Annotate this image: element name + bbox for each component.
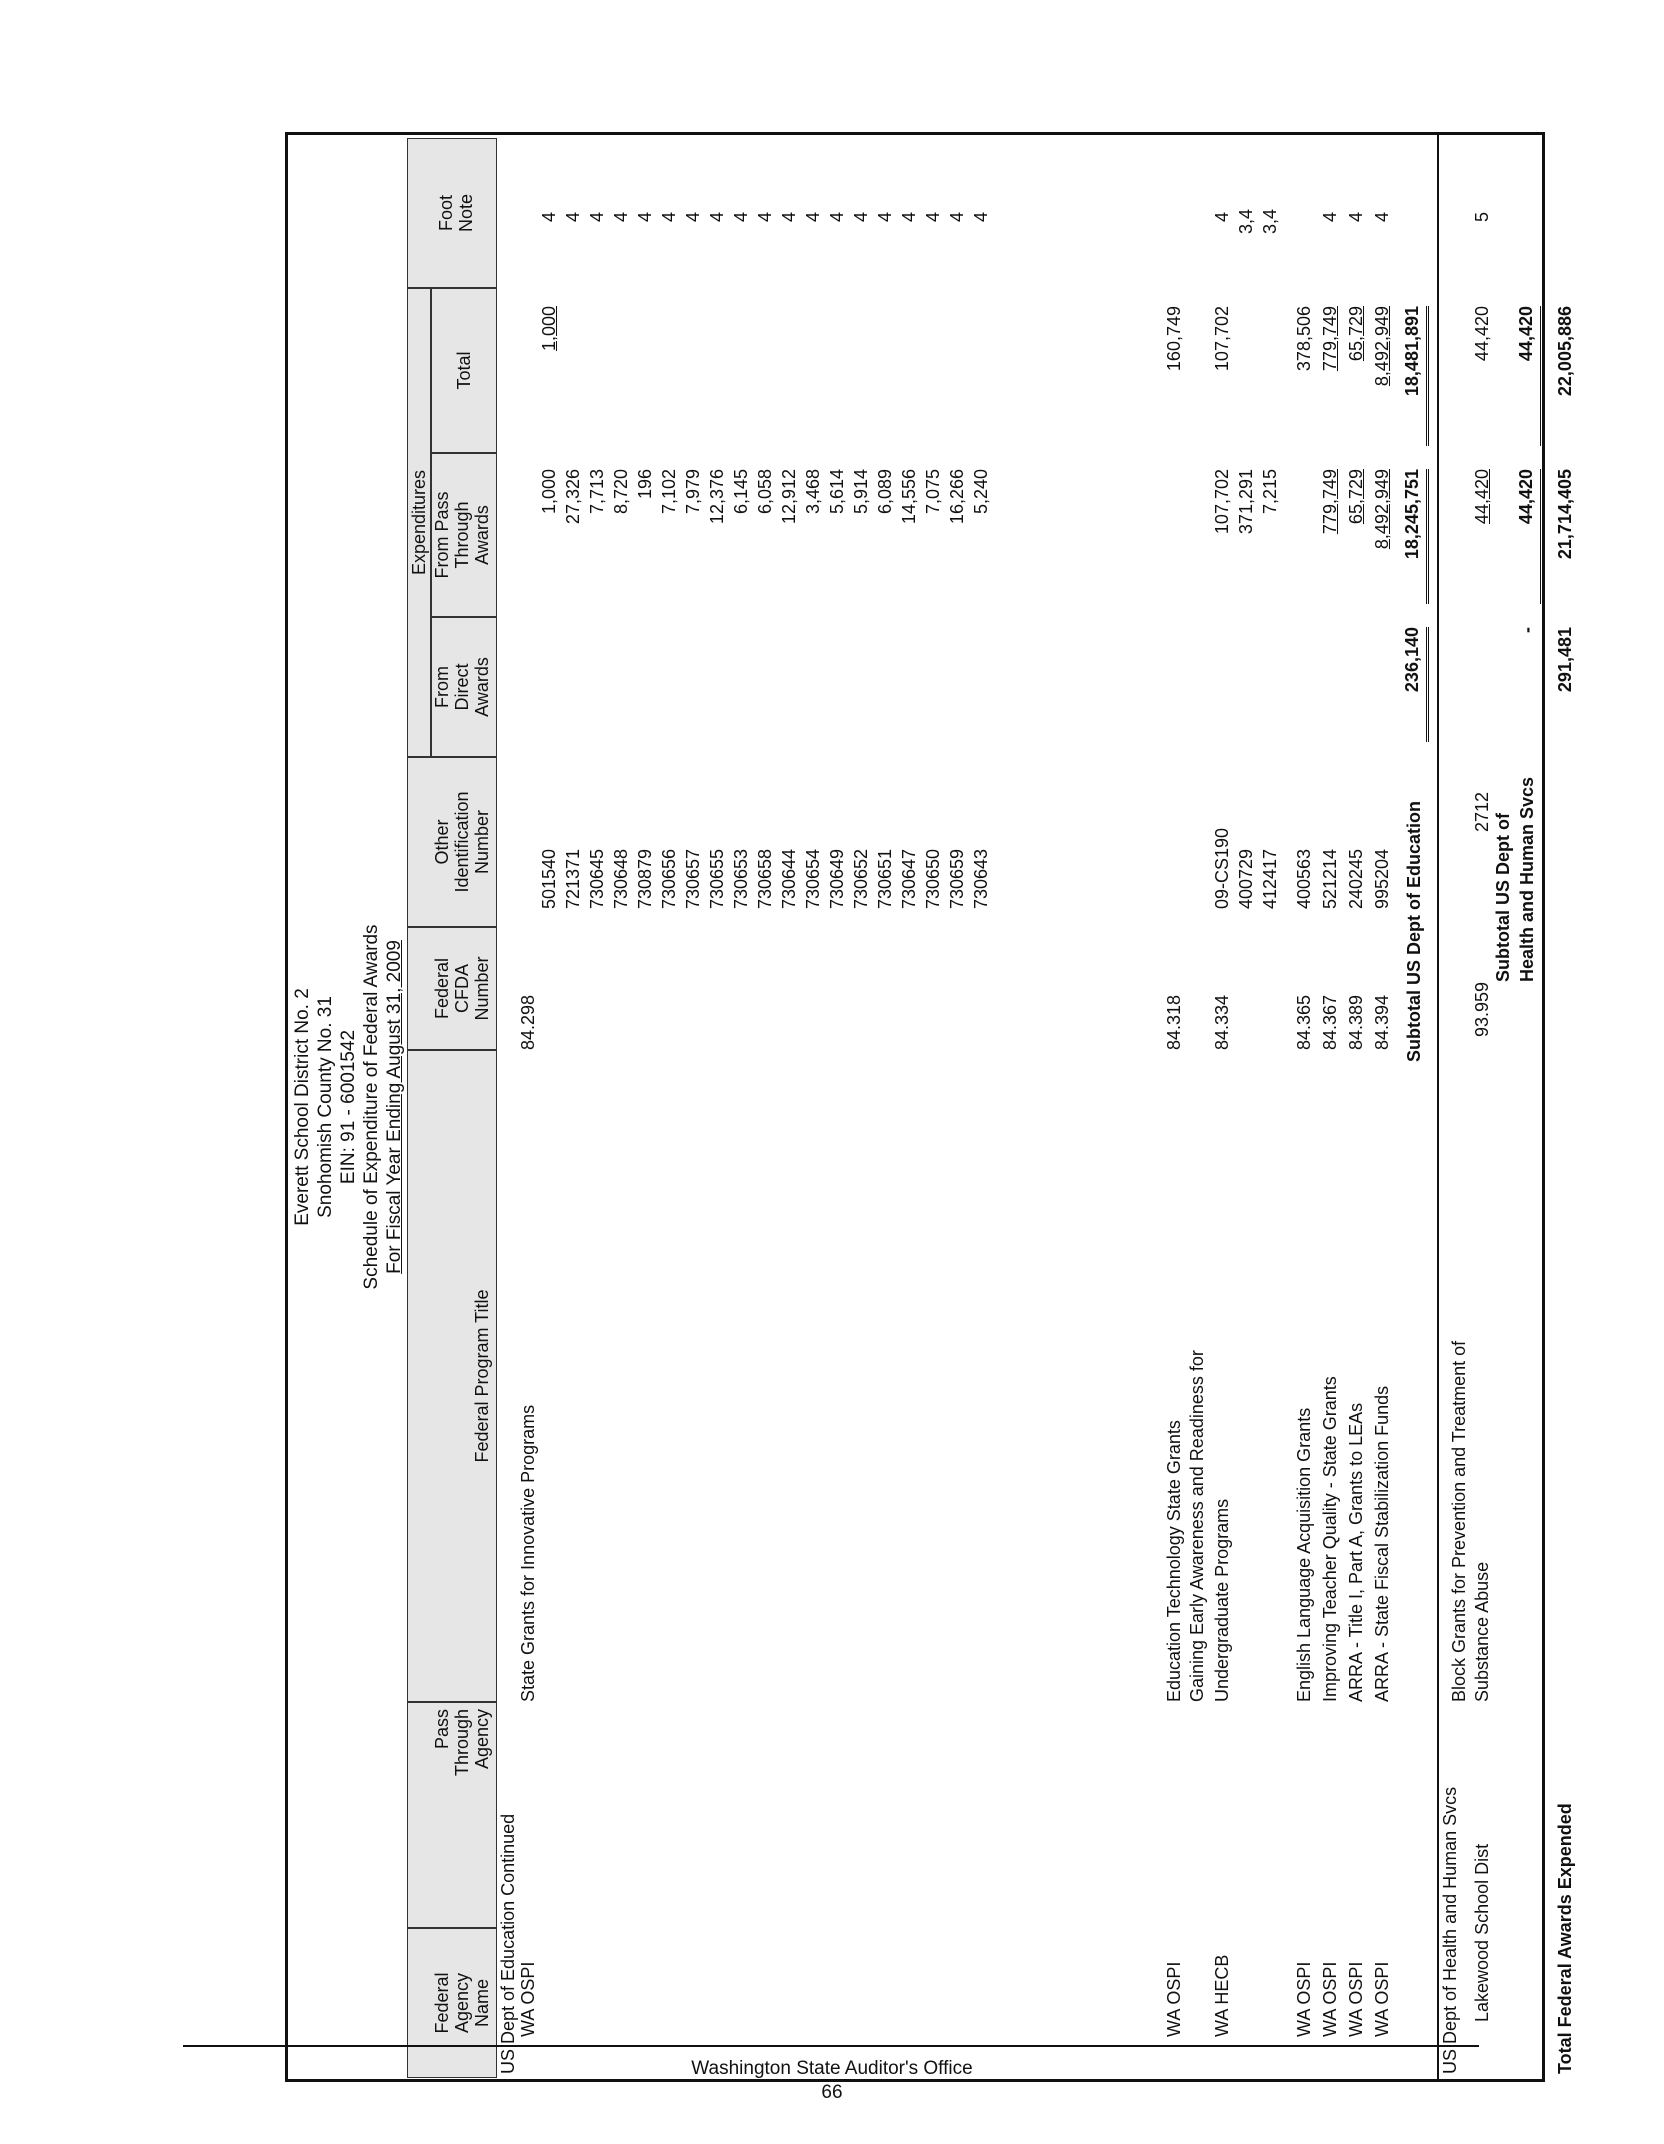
header-expenditures-label: Expenditures: [409, 469, 429, 576]
innovative-row: [969, 132, 993, 2082]
ell-cfda: 84.365: [1294, 994, 1314, 1050]
itq-fn: 4: [1320, 211, 1340, 222]
innovative-row: [921, 132, 945, 2082]
block-grant-fn: 5: [1472, 211, 1492, 222]
innovative-row: [633, 132, 657, 2082]
title1-fn: 4: [1346, 211, 1366, 222]
header-total-label: Total: [454, 351, 474, 390]
innovative-footnote: 4: [563, 211, 583, 222]
innovative-footnote: 4: [683, 211, 703, 222]
innovative-row: [849, 132, 873, 2082]
innovative-other-id: 730656: [659, 848, 679, 909]
innovative-row: [561, 132, 585, 2082]
itq-passthrough: WA OSPI: [1320, 1961, 1340, 2037]
itq-total: 779,749: [1320, 306, 1340, 372]
sfsf-total: 8,492,949: [1372, 306, 1392, 387]
header-total: [431, 288, 497, 453]
innovative-other-id: 730649: [827, 848, 847, 909]
block-grant-title-row: [1447, 132, 1471, 2082]
sfsf-pass: 8,492,949: [1372, 469, 1392, 550]
gear-pass-3: 7,215: [1260, 469, 1280, 515]
gear-program-line2: Undergraduate Programs: [1212, 1498, 1232, 1702]
title1-id: 240245: [1346, 848, 1366, 909]
subtotal-health-direct: -: [1517, 627, 1537, 633]
schedule-name: Schedule of Expenditure of Federal Awards: [361, 924, 382, 1290]
innovative-pass-amount: 1,000: [539, 469, 559, 515]
innovative-cfda: 84.298: [518, 994, 538, 1050]
header-passaward-l3: Awards: [472, 505, 492, 565]
header-otherid-l2: Identification: [452, 791, 472, 893]
header-fn-l2: Note: [456, 193, 476, 233]
innovative-footnote: 4: [947, 211, 967, 222]
header-cfda-l2: CFDA: [452, 964, 472, 1013]
innovative-passthrough: WA OSPI: [518, 1961, 538, 2037]
innovative-row: [609, 132, 633, 2082]
subtotal-health-pass: 44,420: [1513, 469, 1543, 604]
innovative-other-id: 730648: [611, 848, 631, 909]
section-education-label-row: [497, 132, 519, 2082]
innovative-pass-amount: 196: [635, 469, 655, 500]
title1-pass: 65,729: [1346, 469, 1366, 525]
header-otherid: [407, 757, 497, 927]
subtotal-health-label-line1: Subtotal US Dept of: [1493, 813, 1513, 982]
county-name: Snohomish County No. 31: [315, 996, 336, 1218]
header-direct-l1: From: [432, 666, 452, 708]
innovative-footnote: 4: [875, 211, 895, 222]
innovative-pass-amount: 7,713: [587, 469, 607, 515]
header-pass-l1: Pass: [432, 1709, 452, 1750]
innovative-row: [681, 132, 705, 2082]
innovative-pass-amount: 6,145: [731, 469, 751, 515]
innovative-other-id: 501540: [539, 848, 559, 909]
itq-id: 521214: [1320, 848, 1340, 909]
sfsf-program: ARRA - State Fiscal Stabilization Funds: [1372, 1385, 1392, 1702]
innovative-pass-amount: 5,614: [827, 469, 847, 515]
footer-rule: [183, 2045, 1479, 2047]
innovative-footnote: 4: [659, 211, 679, 222]
innovative-other-id: 730645: [587, 848, 607, 909]
sfsf-id: 995204: [1372, 848, 1392, 909]
page-number: 66: [821, 2082, 843, 2103]
innovative-footnote: 4: [803, 211, 823, 222]
section-health-label: US Dept of Health and Human Svcs: [1440, 1786, 1460, 2074]
gear-passthrough: WA HECB: [1212, 1954, 1232, 2037]
header-program: [407, 1050, 497, 1702]
header-direct: [431, 617, 497, 757]
block-grant-id: 2712: [1472, 791, 1492, 832]
innovative-pass-amount: 6,058: [755, 469, 775, 515]
innovative-pass-amount: 6,089: [875, 469, 895, 515]
header-fn-l1: Foot: [436, 194, 456, 232]
innovative-other-id: 730658: [755, 848, 775, 909]
innovative-pass-amount: 16,266: [947, 469, 967, 525]
subtotal-health-row-2: [1513, 132, 1541, 2082]
district-name: Everett School District No. 2: [292, 988, 313, 1226]
innovative-footnote: 4: [971, 211, 991, 222]
title1-program: ARRA - Title I, Part A, Grants to LEAs: [1346, 1402, 1366, 1702]
title1-cfda: 84.389: [1346, 994, 1366, 1050]
innovative-other-id: 730644: [779, 848, 799, 909]
grand-total-direct: 291,481: [1555, 627, 1575, 693]
sfsf-passthrough: WA OSPI: [1372, 1961, 1392, 2037]
innovative-total: 1,000: [539, 306, 559, 352]
innovative-footnote: 4: [827, 211, 847, 222]
tech-cfda: 84.318: [1164, 994, 1184, 1050]
innovative-pass-amount: 14,556: [899, 469, 919, 525]
rotated-schedule-sheet: [285, 132, 1545, 2082]
innovative-pass-amount: 12,912: [779, 469, 799, 525]
grand-total-sheet: [1545, 132, 1585, 2082]
gear-pass-2: 371,291: [1236, 469, 1256, 535]
footer-office: Washington State Auditor's Office: [691, 2058, 973, 2079]
itq-cfda: 84.367: [1320, 994, 1340, 1050]
subtotal-education-total: 18,481,891: [1399, 306, 1429, 446]
innovative-other-id: 730651: [875, 848, 895, 909]
innovative-program: State Grants for Innovative Programs: [518, 1404, 538, 1702]
subtotal-education-direct: 236,140: [1399, 627, 1429, 742]
innovative-row: [537, 132, 561, 2082]
block-grant-pass: 44,420: [1472, 469, 1492, 525]
header-passaward-l1: From Pass: [432, 491, 452, 579]
innovative-footnote: 4: [755, 211, 775, 222]
gear-program-line1: Gaining Early Awareness and Readiness for: [1187, 1350, 1207, 1702]
gear-pass-1: 107,702: [1212, 469, 1232, 535]
subtotal-education-row: [1399, 132, 1430, 2082]
gear-title-row: [1185, 132, 1209, 2082]
innovative-footnote: 4: [731, 211, 751, 222]
title1-total: 65,729: [1346, 306, 1366, 362]
header-program-label: Federal Program Title: [472, 1289, 492, 1463]
gear-id-3: 412417: [1260, 848, 1280, 909]
innovative-pass-amount: 12,376: [707, 469, 727, 525]
innovative-other-id: 730643: [971, 848, 991, 909]
header-agency-l2: Agency: [452, 1972, 472, 2034]
innovative-row: [705, 132, 729, 2082]
ell-id: 400563: [1294, 848, 1314, 909]
innovative-row: [801, 132, 825, 2082]
block-grant-total: 44,420: [1472, 306, 1492, 362]
innovative-row: [873, 132, 897, 2082]
fiscal-year: For Fiscal Year Ending August 31, 2009: [384, 940, 405, 1274]
gear-fn-3: 3,4: [1260, 208, 1280, 234]
header-cfda-l1: Federal: [432, 957, 452, 1020]
innovative-other-id: 721371: [563, 848, 583, 909]
grand-total-pass: 21,714,405: [1555, 469, 1575, 560]
innovative-pass-amount: 7,979: [683, 469, 703, 515]
innovative-footnote: 4: [923, 211, 943, 222]
innovative-pass-amount: 8,720: [611, 469, 631, 515]
innovative-footnote: 4: [635, 211, 655, 222]
innovative-pass-amount: 7,075: [923, 469, 943, 515]
innovative-pass-amount: 3,468: [803, 469, 823, 515]
header-agency-l1: Federal: [432, 1972, 452, 2034]
innovative-row: [657, 132, 681, 2082]
block-grant-program-line2: Substance Abuse: [1472, 1561, 1492, 1702]
header-direct-l2: Direct: [452, 663, 472, 711]
header-expenditures: [407, 288, 431, 757]
itq-program: Improving Teacher Quality - State Grants: [1320, 1376, 1340, 1702]
innovative-footnote: 4: [899, 211, 919, 222]
grand-total-total: 22,005,886: [1555, 306, 1575, 397]
ell-passthrough: WA OSPI: [1294, 1961, 1314, 2037]
header-footnote: [407, 138, 497, 288]
header-passaward: [431, 453, 497, 617]
subtotal-health-row-1: [1491, 132, 1515, 2082]
block-grant-passthrough: Lakewood School Dist: [1472, 1843, 1492, 2022]
innovative-other-id: 730653: [731, 848, 751, 909]
innovative-row: [825, 132, 849, 2082]
header-agency: [407, 1928, 497, 2078]
gear-total-1: 107,702: [1212, 306, 1232, 372]
grand-total-label: Total Federal Awards Expended: [1555, 1803, 1575, 2074]
section-education-label: US Dept of Education Continued: [498, 1813, 518, 2074]
innovative-other-id: 730657: [683, 848, 703, 909]
innovative-footnote: 4: [851, 211, 871, 222]
innovative-other-id: 730647: [899, 848, 919, 909]
header-pass-l3: Agency: [472, 1709, 492, 1770]
gear-fn-1: 4: [1212, 211, 1232, 222]
header-otherid-l1: Other: [432, 819, 452, 865]
innovative-pass-amount: 5,240: [971, 469, 991, 515]
header-passthrough: [407, 1702, 497, 1928]
innovative-row: [945, 132, 969, 2082]
innovative-footnote: 4: [707, 211, 727, 222]
gear-fn-2: 3,4: [1236, 208, 1256, 234]
itq-pass: 779,749: [1320, 469, 1340, 535]
subtotal-health-total: 44,420: [1513, 306, 1543, 446]
sfsf-fn: 4: [1372, 211, 1392, 222]
subtotal-education-pass: 18,245,751: [1399, 469, 1429, 604]
subtotal-education-label: Subtotal US Dept of Education: [1404, 801, 1424, 1062]
gear-id-2: 400729: [1236, 848, 1256, 909]
innovative-row: [729, 132, 753, 2082]
innovative-other-id: 730650: [923, 848, 943, 909]
header-pass-l2: Through: [452, 1709, 472, 1777]
gear-cfda: 84.334: [1212, 994, 1232, 1050]
innovative-footnote: 4: [587, 211, 607, 222]
grand-total-row: [1549, 132, 1581, 2082]
header-agency-l3: Name: [472, 1979, 492, 2028]
innovative-group-total: 160,749: [1164, 306, 1184, 372]
tech-passthrough: WA OSPI: [1164, 1961, 1184, 2037]
innovative-pass-amount: 5,914: [851, 469, 871, 515]
header-cfda: [407, 927, 497, 1050]
block-grant-program-line1: Block Grants for Prevention and Treatment of: [1449, 1340, 1469, 1702]
header-otherid-l3: Number: [472, 809, 492, 875]
gear-row-3: [1255, 132, 1286, 2082]
innovative-other-id: 730654: [803, 848, 823, 909]
innovative-other-id: 730659: [947, 848, 967, 909]
header-passaward-l2: Through: [452, 501, 472, 569]
innovative-footnote: 4: [779, 211, 799, 222]
ein-number: EIN: 91 - 6001542: [338, 1029, 359, 1185]
innovative-other-id: 730655: [707, 848, 727, 909]
block-grant-cfda: 93.959: [1472, 981, 1492, 1037]
title1-passthrough: WA OSPI: [1346, 1961, 1366, 2037]
innovative-footnote: 4: [539, 211, 559, 222]
ell-total: 378,506: [1294, 306, 1314, 372]
ell-program: English Language Acquisition Grants: [1294, 1407, 1314, 1702]
schedule-title: [291, 132, 406, 2082]
innovative-header-row: [517, 132, 539, 2082]
innovative-pass-amount: 27,326: [563, 469, 583, 525]
subtotal-health-label-line2: Health and Human Svcs: [1517, 776, 1537, 982]
sfsf-row: [1367, 132, 1398, 2082]
innovative-pass-amount: 7,102: [659, 469, 679, 515]
gear-id-1: 09-CS190: [1212, 827, 1232, 909]
sfsf-cfda: 84.394: [1372, 994, 1392, 1050]
innovative-row: [585, 132, 609, 2082]
header-cfda-l3: Number: [472, 956, 492, 1021]
innovative-row: [777, 132, 801, 2082]
innovative-row: [897, 132, 921, 2082]
innovative-row: [753, 132, 777, 2082]
innovative-other-id: 730879: [635, 848, 655, 909]
innovative-footnote: 4: [611, 211, 631, 222]
tech-program: Education Technology State Grants: [1164, 1420, 1184, 1702]
innovative-other-id: 730652: [851, 848, 871, 909]
header-direct-l3: Awards: [472, 657, 492, 717]
